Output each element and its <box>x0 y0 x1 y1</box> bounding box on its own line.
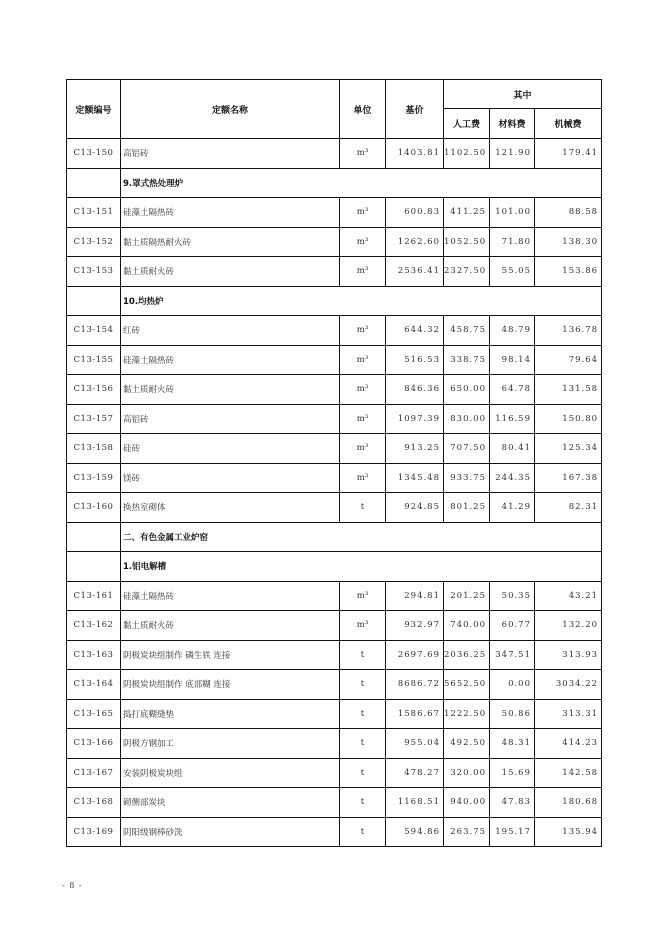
quota-table <box>66 79 602 847</box>
material-cost: 101.00 <box>490 198 535 228</box>
labor-cost: 5652.50 <box>444 670 490 700</box>
quota-name: 镁砖 <box>121 463 340 493</box>
quota-name: 硅砖 <box>121 434 340 464</box>
unit: m³ <box>340 139 386 169</box>
quota-name: 阴极炭块组制作 磷生铁 连接 <box>121 640 340 670</box>
header-base-price: 基价 <box>386 80 444 139</box>
labor-cost: 740.00 <box>444 611 490 641</box>
unit: t <box>340 640 386 670</box>
machine-cost: 150.80 <box>535 404 602 434</box>
machine-cost: 88.58 <box>535 198 602 228</box>
quota-name: 捣打底糊缝垫 <box>121 699 340 729</box>
base-price: 1097.39 <box>386 404 444 434</box>
machine-cost: 167.38 <box>535 463 602 493</box>
quota-name: 黏土质耐火砖 <box>121 611 340 641</box>
unit: t <box>340 493 386 523</box>
quota-code: C13-162 <box>67 611 121 641</box>
table-row <box>67 139 602 169</box>
table-row <box>67 729 602 759</box>
header-of-which: 其中 <box>444 80 602 109</box>
labor-cost: 801.25 <box>444 493 490 523</box>
quota-code: C13-161 <box>67 581 121 611</box>
base-price: 1345.48 <box>386 463 444 493</box>
table-row <box>67 670 602 700</box>
base-price: 478.27 <box>386 758 444 788</box>
quota-code: C13-154 <box>67 316 121 346</box>
machine-cost: 313.93 <box>535 640 602 670</box>
material-cost: 47.83 <box>490 788 535 818</box>
quota-name: 高铝砖 <box>121 139 340 169</box>
quota-code: C13-159 <box>67 463 121 493</box>
base-price: 8686.72 <box>386 670 444 700</box>
labor-cost: 320.00 <box>444 758 490 788</box>
material-cost: 195.17 <box>490 817 535 847</box>
page-number: - 8 - <box>62 881 83 890</box>
header-unit: 单位 <box>340 80 386 139</box>
quota-code: C13-156 <box>67 375 121 405</box>
machine-cost: 131.58 <box>535 375 602 405</box>
unit: t <box>340 817 386 847</box>
machine-cost: 179.41 <box>535 139 602 169</box>
unit: m³ <box>340 227 386 257</box>
material-cost: 50.35 <box>490 581 535 611</box>
quota-name: 阴极炭块组制作 底部糊 连接 <box>121 670 340 700</box>
unit: m³ <box>340 611 386 641</box>
table-row <box>67 788 602 818</box>
section-code-cell <box>67 286 121 316</box>
table-row <box>67 257 602 287</box>
quota-code: C13-168 <box>67 788 121 818</box>
table-row <box>67 581 602 611</box>
section-code-cell <box>67 552 121 582</box>
machine-cost: 142.58 <box>535 758 602 788</box>
material-cost: 116.59 <box>490 404 535 434</box>
quota-name: 高铝砖 <box>121 404 340 434</box>
material-cost: 41.29 <box>490 493 535 523</box>
material-cost: 347.51 <box>490 640 535 670</box>
base-price: 913.25 <box>386 434 444 464</box>
machine-cost: 313.31 <box>535 699 602 729</box>
base-price: 2697.69 <box>386 640 444 670</box>
machine-cost: 153.86 <box>535 257 602 287</box>
unit: m³ <box>340 434 386 464</box>
labor-cost: 707.50 <box>444 434 490 464</box>
header-material: 材料费 <box>490 109 535 139</box>
quota-code: C13-150 <box>67 139 121 169</box>
machine-cost: 180.68 <box>535 788 602 818</box>
material-cost: 50.86 <box>490 699 535 729</box>
labor-cost: 411.25 <box>444 198 490 228</box>
machine-cost: 79.64 <box>535 345 602 375</box>
quota-code: C13-160 <box>67 493 121 523</box>
quota-name: 砌侧部炭块 <box>121 788 340 818</box>
section-row <box>67 168 602 198</box>
unit: t <box>340 729 386 759</box>
table-row <box>67 758 602 788</box>
table-row <box>67 493 602 523</box>
section-code-cell <box>67 522 121 552</box>
labor-cost: 458.75 <box>444 316 490 346</box>
base-price: 600.83 <box>386 198 444 228</box>
material-cost: 64.78 <box>490 375 535 405</box>
section-row <box>67 552 602 582</box>
quota-name: 硅藻土隔热砖 <box>121 198 340 228</box>
base-price: 846.36 <box>386 375 444 405</box>
header-row-top <box>67 80 602 109</box>
labor-cost: 1222.50 <box>444 699 490 729</box>
labor-cost: 2036.25 <box>444 640 490 670</box>
table-row <box>67 817 602 847</box>
section-title: 1.铝电解槽 <box>121 552 602 582</box>
table-row <box>67 699 602 729</box>
table-row <box>67 434 602 464</box>
table-row <box>67 227 602 257</box>
labor-cost: 201.25 <box>444 581 490 611</box>
table-row <box>67 404 602 434</box>
unit: m³ <box>340 198 386 228</box>
header-labor: 人工费 <box>444 109 490 139</box>
section-title: 9.罩式热处理炉 <box>121 168 602 198</box>
quota-code: C13-157 <box>67 404 121 434</box>
unit: t <box>340 670 386 700</box>
quota-code: C13-158 <box>67 434 121 464</box>
material-cost: 244.35 <box>490 463 535 493</box>
machine-cost: 135.94 <box>535 817 602 847</box>
material-cost: 0.00 <box>490 670 535 700</box>
unit: m³ <box>340 345 386 375</box>
material-cost: 98.14 <box>490 345 535 375</box>
material-cost: 55.05 <box>490 257 535 287</box>
section-code-cell <box>67 168 121 198</box>
base-price: 932.97 <box>386 611 444 641</box>
labor-cost: 1102.50 <box>444 139 490 169</box>
base-price: 2536.41 <box>386 257 444 287</box>
labor-cost: 940.00 <box>444 788 490 818</box>
base-price: 955.04 <box>386 729 444 759</box>
base-price: 1403.81 <box>386 139 444 169</box>
table-row <box>67 640 602 670</box>
section-title: 10.均热炉 <box>121 286 602 316</box>
labor-cost: 2327.50 <box>444 257 490 287</box>
quota-code: C13-165 <box>67 699 121 729</box>
header-name: 定额名称 <box>121 80 340 139</box>
quota-code: C13-153 <box>67 257 121 287</box>
quota-name: 安装阴极炭块组 <box>121 758 340 788</box>
base-price: 1586.67 <box>386 699 444 729</box>
quota-name: 红砖 <box>121 316 340 346</box>
quota-name: 阴极方钢加工 <box>121 729 340 759</box>
labor-cost: 1052.50 <box>444 227 490 257</box>
labor-cost: 933.75 <box>444 463 490 493</box>
base-price: 924.85 <box>386 493 444 523</box>
quota-code: C13-167 <box>67 758 121 788</box>
quota-name: 硅藻土隔热砖 <box>121 345 340 375</box>
table-row <box>67 345 602 375</box>
quota-code: C13-151 <box>67 198 121 228</box>
quota-code: C13-166 <box>67 729 121 759</box>
unit: m³ <box>340 375 386 405</box>
quota-code: C13-169 <box>67 817 121 847</box>
quota-name: 换热室砌体 <box>121 493 340 523</box>
labor-cost: 338.75 <box>444 345 490 375</box>
labor-cost: 650.00 <box>444 375 490 405</box>
base-price: 594.86 <box>386 817 444 847</box>
quota-code: C13-155 <box>67 345 121 375</box>
machine-cost: 125.34 <box>535 434 602 464</box>
labor-cost: 492.50 <box>444 729 490 759</box>
table-row <box>67 463 602 493</box>
section-row <box>67 522 602 552</box>
material-cost: 80.41 <box>490 434 535 464</box>
quota-name: 硅藻土隔热砖 <box>121 581 340 611</box>
base-price: 294.81 <box>386 581 444 611</box>
material-cost: 48.79 <box>490 316 535 346</box>
unit: t <box>340 758 386 788</box>
unit: m³ <box>340 316 386 346</box>
base-price: 1262.60 <box>386 227 444 257</box>
labor-cost: 263.75 <box>444 817 490 847</box>
material-cost: 60.77 <box>490 611 535 641</box>
material-cost: 15.69 <box>490 758 535 788</box>
machine-cost: 3034.22 <box>535 670 602 700</box>
unit: t <box>340 788 386 818</box>
section-row <box>67 286 602 316</box>
machine-cost: 138.30 <box>535 227 602 257</box>
unit: m³ <box>340 257 386 287</box>
quota-code: C13-152 <box>67 227 121 257</box>
labor-cost: 830.00 <box>444 404 490 434</box>
quota-name: 黏土质隔热耐火砖 <box>121 227 340 257</box>
quota-name: 黏土质耐火砖 <box>121 375 340 405</box>
material-cost: 48.31 <box>490 729 535 759</box>
quota-code: C13-163 <box>67 640 121 670</box>
header-code: 定额编号 <box>67 80 121 139</box>
unit: m³ <box>340 463 386 493</box>
section-title: 二、有色金属工业炉窑 <box>121 522 602 552</box>
material-cost: 121.90 <box>490 139 535 169</box>
base-price: 516.53 <box>386 345 444 375</box>
unit: m³ <box>340 404 386 434</box>
machine-cost: 136.78 <box>535 316 602 346</box>
quota-name: 阴阳级钢棒砂洗 <box>121 817 340 847</box>
quota-code: C13-164 <box>67 670 121 700</box>
table-row <box>67 611 602 641</box>
machine-cost: 82.31 <box>535 493 602 523</box>
quota-name: 黏土质耐火砖 <box>121 257 340 287</box>
base-price: 1168.51 <box>386 788 444 818</box>
machine-cost: 414.23 <box>535 729 602 759</box>
material-cost: 71.80 <box>490 227 535 257</box>
unit: m³ <box>340 581 386 611</box>
machine-cost: 43.21 <box>535 581 602 611</box>
base-price: 644.32 <box>386 316 444 346</box>
table-row <box>67 198 602 228</box>
machine-cost: 132.20 <box>535 611 602 641</box>
table-row <box>67 316 602 346</box>
table-body <box>67 139 602 847</box>
table-row <box>67 375 602 405</box>
unit: t <box>340 699 386 729</box>
header-machine: 机械费 <box>535 109 602 139</box>
